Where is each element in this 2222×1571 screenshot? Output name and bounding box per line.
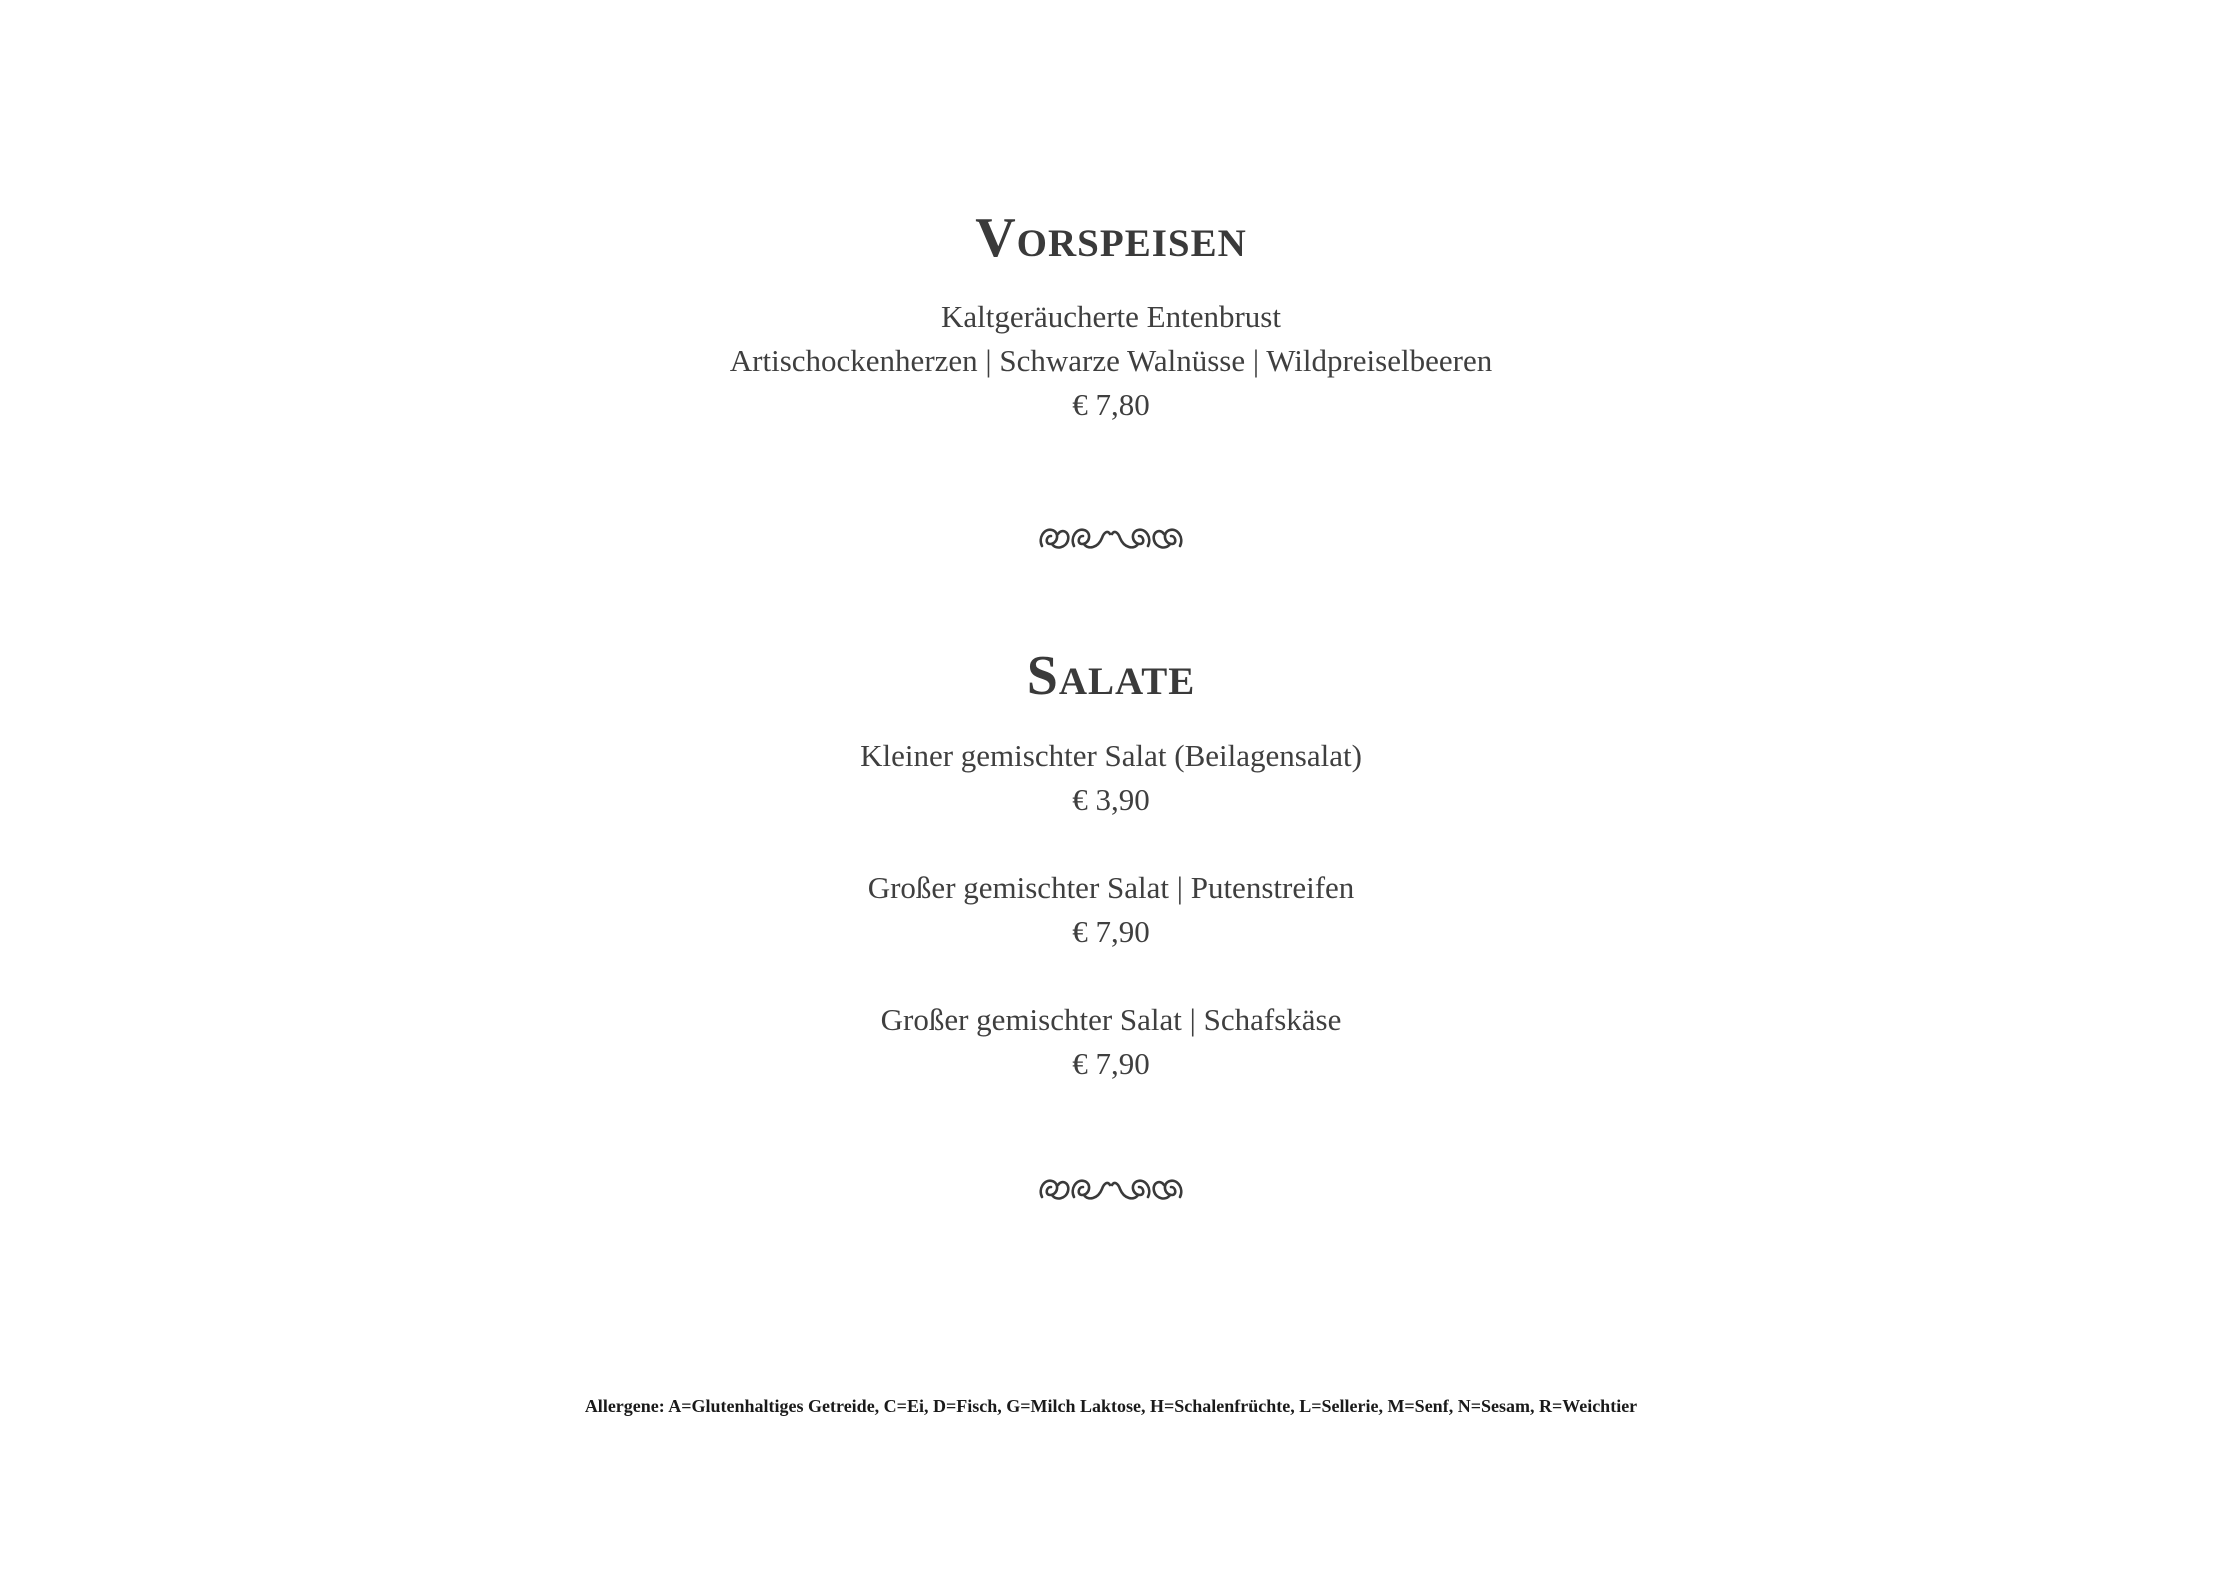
dish-price: € 7,90 — [1072, 914, 1150, 949]
dish-name: Großer gemischter Salat | Schafskäse — [880, 1002, 1342, 1037]
dish-name: Kleiner gemischter Salat (Beilagensalat) — [860, 738, 1362, 773]
menu-item-grosser-salat-schafskaese — [0, 998, 2222, 1086]
dish-price: € 3,90 — [1072, 782, 1150, 817]
dish-name: Kaltgeräucherte Entenbrust — [941, 299, 1281, 334]
menu-item-entenbrust — [0, 295, 2222, 427]
dish-price: € 7,90 — [1072, 1046, 1150, 1081]
menu-item-grosser-salat-puten — [0, 866, 2222, 954]
dish-name: Großer gemischter Salat | Putenstreifen — [867, 870, 1355, 905]
floral-divider-icon — [1036, 1171, 1186, 1205]
ornament-divider — [0, 1171, 2222, 1210]
floral-divider-icon — [1036, 520, 1186, 554]
section-title: Vorspeisen — [975, 207, 1247, 269]
section-title-salate — [0, 645, 2222, 707]
dish-details: Artischockenherzen | Schwarze Walnüsse | Wildpreiselbeeren — [729, 343, 1493, 378]
dish-price: € 7,80 — [1072, 387, 1150, 422]
ornament-divider — [0, 520, 2222, 559]
allergen-legend: Allergene: A=Glutenhaltiges Getreide, C=Ei, D=Fisch, G=Milch Laktose, H=Schalenfrüchte, L=Sellerie, M=Senf, N=Sesam, R=Weichtier — [584, 1396, 1638, 1416]
section-title-vorspeisen — [0, 207, 2222, 269]
section-title: Salate — [1026, 645, 1196, 707]
menu-item-kleiner-salat — [0, 734, 2222, 822]
allergen-footer — [0, 1397, 2222, 1417]
